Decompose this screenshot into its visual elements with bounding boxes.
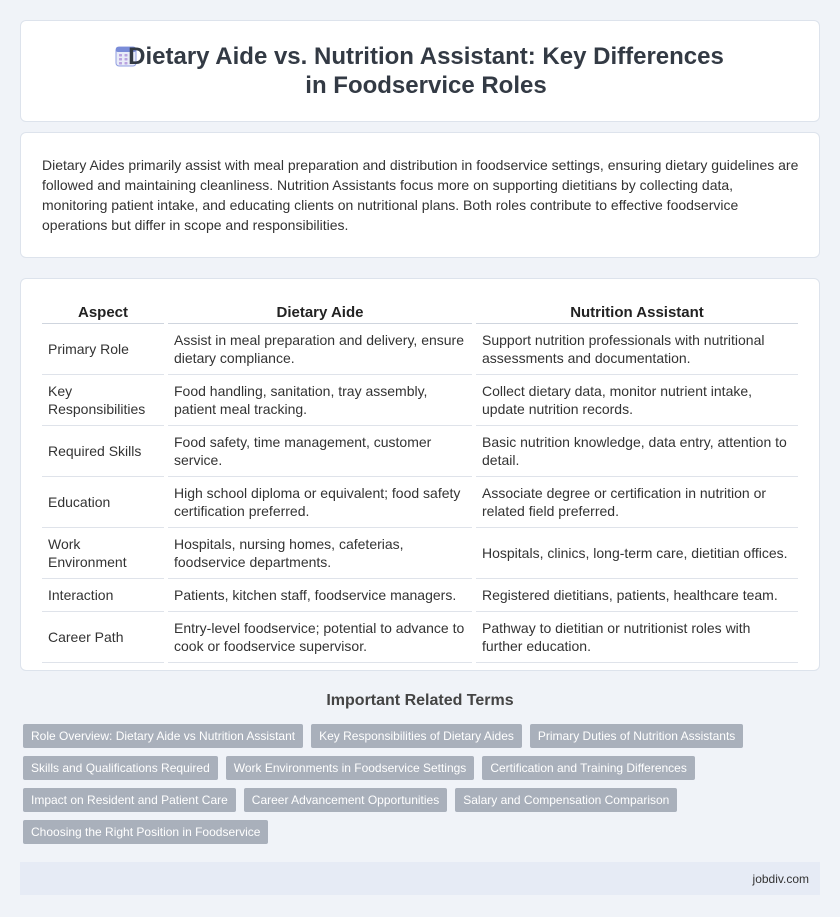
related-term-tag[interactable]: Primary Duties of Nutrition Assistants [530,724,743,748]
related-terms-list [20,724,820,844]
page-header [20,20,820,122]
related-term-tag[interactable]: Skills and Qualifications Required [23,756,218,780]
table-cell-dietary-aide: Food safety, time management, customer service. [168,426,472,477]
related-term-tag[interactable]: Role Overview: Dietary Aide vs Nutrition Assistant [23,724,303,748]
intro-paragraph: Dietary Aides primarily assist with meal preparation and distribution in foodservice settings, ensuring dietary guidelines are followed and maintaining cleanliness. Nutrition Assistants focus more on supporting dietitians by collecting data, monitoring patient intake, and educating clients on nutritional plans. Both roles contribute to effective foodservice operations but differ in scope and responsibilities. [20,132,820,258]
table-cell-nutrition-assistant: Associate degree or certification in nutrition or related field preferred. [476,477,798,528]
table-row [42,426,798,477]
related-term-tag[interactable]: Impact on Resident and Patient Care [23,788,236,812]
table-cell-aspect: Required Skills [42,426,164,477]
table-row [42,477,798,528]
table-cell-dietary-aide: Patients, kitchen staff, foodservice managers. [168,579,472,612]
table-cell-dietary-aide: Entry-level foodservice; potential to advance to cook or foodservice supervisor. [168,612,472,663]
related-term-tag[interactable]: Career Advancement Opportunities [244,788,447,812]
table-cell-aspect: Work Environment [42,528,164,579]
table-cell-nutrition-assistant: Pathway to dietitian or nutritionist roles with further education. [476,612,798,663]
page-title: Dietary Aide vs. Nutrition Assistant: Key Differences in Foodservice Roles [128,43,724,99]
table-cell-dietary-aide: High school diploma or equivalent; food safety certification preferred. [168,477,472,528]
table-cell-nutrition-assistant: Support nutrition professionals with nutritional assessments and documentation. [476,324,798,375]
table-cell-dietary-aide: Assist in meal preparation and delivery, ensure dietary compliance. [168,324,472,375]
table-cell-nutrition-assistant: Registered dietitians, patients, healthcare team. [476,579,798,612]
column-header-nutrition-assistant: Nutrition Assistant [476,300,798,324]
page-footer [20,862,820,895]
related-term-tag[interactable]: Choosing the Right Position in Foodservice [23,820,268,844]
table-cell-aspect: Interaction [42,579,164,612]
table-cell-dietary-aide: Food handling, sanitation, tray assembly, patient meal tracking. [168,375,472,426]
column-header-aspect: Aspect [42,300,164,324]
related-term-tag[interactable]: Salary and Compensation Comparison [455,788,677,812]
table-cell-nutrition-assistant: Collect dietary data, monitor nutrient intake, update nutrition records. [476,375,798,426]
table-row [42,375,798,426]
related-terms-title: Important Related Terms [326,692,514,709]
table-cell-nutrition-assistant: Hospitals, clinics, long-term care, dietitian offices. [476,528,798,579]
table-row [42,324,798,375]
table-cell-aspect: Career Path [42,612,164,663]
table-row [42,612,798,663]
table-row [42,528,798,579]
table-header-row [42,300,798,324]
related-term-tag[interactable]: Certification and Training Differences [482,756,695,780]
site-link[interactable]: jobdiv.com [752,871,809,886]
table-cell-nutrition-assistant: Basic nutrition knowledge, data entry, attention to detail. [476,426,798,477]
comparison-table [38,300,802,663]
column-header-dietary-aide: Dietary Aide [168,300,472,324]
related-term-tag[interactable]: Work Environments in Foodservice Settings [226,756,475,780]
table-row [42,579,798,612]
comparison-table-card [20,278,820,671]
related-term-tag[interactable]: Key Responsibilities of Dietary Aides [311,724,522,748]
table-cell-aspect: Key Responsibilities [42,375,164,426]
table-cell-aspect: Primary Role [42,324,164,375]
table-cell-aspect: Education [42,477,164,528]
table-cell-dietary-aide: Hospitals, nursing homes, cafeterias, foodservice departments. [168,528,472,579]
